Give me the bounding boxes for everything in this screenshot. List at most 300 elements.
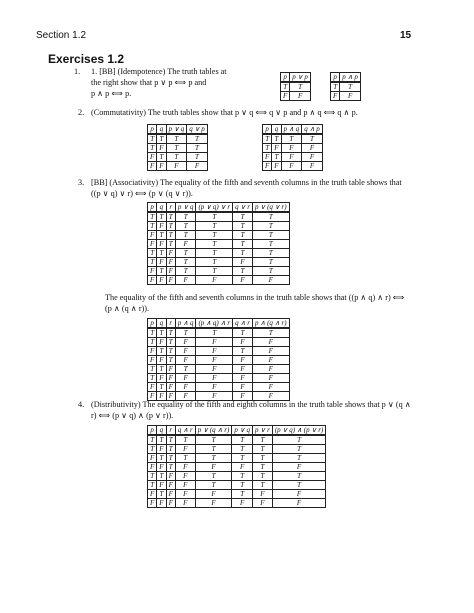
table-cell: F <box>233 365 253 374</box>
table-cell: T <box>166 347 175 356</box>
table-cell: T <box>252 212 289 222</box>
column-header: p <box>148 125 157 135</box>
table-row <box>148 276 290 285</box>
table-cell: F <box>175 347 196 356</box>
truth-table-1a <box>280 72 311 101</box>
table-row <box>148 267 290 276</box>
page-number: 15 <box>400 30 412 41</box>
table-cell: F <box>252 365 289 374</box>
table-cell: F <box>157 162 166 171</box>
table-cell: T <box>252 240 289 249</box>
table-cell: F <box>252 499 272 508</box>
table-cell: T <box>148 365 157 374</box>
table-cell: F <box>148 240 157 249</box>
table-cell: T <box>196 258 233 267</box>
table-cell: F <box>175 383 196 392</box>
table-cell: T <box>252 435 272 445</box>
table-cell: T <box>252 222 289 231</box>
truth-table-4 <box>147 425 326 508</box>
table-cell: T <box>272 445 325 454</box>
column-header: q ∧ r <box>233 319 253 329</box>
column-header: r <box>166 426 175 436</box>
table-cell: T <box>233 328 253 338</box>
table-row <box>148 144 208 153</box>
column-header: q ∨ p <box>187 125 208 135</box>
table-cell: F <box>157 240 166 249</box>
table-cell: T <box>195 472 232 481</box>
table-cell: F <box>175 472 195 481</box>
table-cell: F <box>196 383 233 392</box>
item-3-number: 3. <box>78 178 85 187</box>
table-row <box>148 222 290 231</box>
column-header: (p ∧ q) ∧ r <box>196 319 233 329</box>
table-cell: T <box>166 445 175 454</box>
table-row <box>148 328 290 338</box>
table-cell: F <box>232 499 253 508</box>
table-cell: T <box>157 472 166 481</box>
table-cell: T <box>175 249 196 258</box>
table-cell: T <box>196 222 233 231</box>
table-cell: T <box>148 481 157 490</box>
column-header: q <box>157 319 166 329</box>
table-cell: F <box>233 383 253 392</box>
table-row <box>148 338 290 347</box>
table-cell: T <box>272 481 325 490</box>
table-row <box>148 153 208 162</box>
column-header: p <box>331 73 340 83</box>
column-header: p ∧ q <box>281 125 302 135</box>
item-1-number: 1. <box>74 67 81 76</box>
table-cell: T <box>157 383 166 392</box>
table-row <box>148 162 208 171</box>
table-row <box>148 356 290 365</box>
table-row <box>148 481 326 490</box>
table-cell: F <box>195 463 232 472</box>
item-3-line2: ((p ∨ q) ∨ r) ⟺ (p ∨ (q ∨ r)). <box>91 189 193 198</box>
truth-table-2a <box>147 124 208 171</box>
table-cell: T <box>175 231 196 240</box>
table-row <box>148 134 208 144</box>
column-header: p ∧ p <box>340 73 361 83</box>
truth-table-3b <box>147 318 290 401</box>
table-cell: F <box>281 92 290 101</box>
table-cell: T <box>175 328 196 338</box>
table-row <box>148 383 290 392</box>
table-cell: T <box>233 267 253 276</box>
table-cell: F <box>233 338 253 347</box>
table-cell: F <box>175 276 196 285</box>
column-header: q ∨ r <box>233 203 253 213</box>
table-cell: T <box>148 445 157 454</box>
table-cell: F <box>196 276 233 285</box>
table-cell: F <box>148 463 157 472</box>
table-cell: T <box>232 454 253 463</box>
table-header-row <box>148 203 290 213</box>
table-cell: F <box>195 499 232 508</box>
table-cell: T <box>252 454 272 463</box>
table-cell: F <box>166 383 175 392</box>
table-cell: T <box>157 490 166 499</box>
column-header: q <box>157 203 166 213</box>
table-row <box>148 240 290 249</box>
table-cell: F <box>175 490 195 499</box>
table-cell: F <box>302 144 323 153</box>
table-cell: F <box>175 481 195 490</box>
column-header: r <box>166 203 175 213</box>
table-row <box>148 463 326 472</box>
column-header: p <box>148 203 157 213</box>
table-cell: T <box>166 338 175 347</box>
table-row <box>148 347 290 356</box>
table-cell: T <box>232 490 253 499</box>
table-cell: F <box>272 499 325 508</box>
section-label: Section 1.2 <box>36 30 87 41</box>
table-cell: T <box>148 258 157 267</box>
truth-table-2b <box>262 124 323 171</box>
table-cell: T <box>263 144 272 153</box>
table-cell: F <box>252 356 289 365</box>
table-cell: F <box>252 338 289 347</box>
table-cell: T <box>166 463 175 472</box>
column-header: p <box>281 73 290 83</box>
table-cell: T <box>148 472 157 481</box>
table-row <box>148 258 290 267</box>
table-cell: T <box>196 231 233 240</box>
table-cell: T <box>157 267 166 276</box>
table-cell: F <box>252 383 289 392</box>
column-header: p ∨ r <box>252 426 272 436</box>
table-cell: F <box>187 162 208 171</box>
table-cell: T <box>272 153 281 162</box>
table-cell: T <box>195 454 232 463</box>
table-cell: T <box>148 249 157 258</box>
table-cell: F <box>166 267 175 276</box>
table-row <box>148 454 326 463</box>
table-cell: T <box>166 454 175 463</box>
table-cell: T <box>175 365 196 374</box>
item-2-number: 2. <box>78 108 85 117</box>
item-3-mid-line2: (p ∧ (q ∧ r)). <box>105 304 150 313</box>
table-cell: T <box>166 435 175 445</box>
table-cell: F <box>166 374 175 383</box>
table-cell: F <box>148 276 157 285</box>
table-row <box>148 472 326 481</box>
table-row <box>148 499 326 508</box>
exercises-title: Exercises 1.2 <box>48 52 125 66</box>
table-cell: T <box>195 445 232 454</box>
table-cell: T <box>272 472 325 481</box>
table-cell: F <box>252 276 289 285</box>
table-row <box>331 92 361 101</box>
table-cell: F <box>272 490 325 499</box>
table-header-row <box>148 125 208 135</box>
table-header-row <box>281 73 311 83</box>
table-row <box>263 153 323 162</box>
item-4-number: 4. <box>78 400 85 409</box>
column-header: p ∨ q <box>175 203 196 213</box>
column-header: p <box>148 426 157 436</box>
table-cell: T <box>166 328 175 338</box>
table-cell: F <box>272 162 281 171</box>
table-cell: T <box>187 144 208 153</box>
table-cell: T <box>196 240 233 249</box>
table-cell: F <box>148 392 157 401</box>
table-cell: F <box>166 472 175 481</box>
table-cell: T <box>175 222 196 231</box>
table-cell: F <box>148 490 157 499</box>
table-row <box>281 82 311 92</box>
table-cell: F <box>281 144 302 153</box>
table-cell: F <box>281 162 302 171</box>
table-cell: F <box>232 463 253 472</box>
table-cell: T <box>232 445 253 454</box>
table-header-row <box>331 73 361 83</box>
table-row <box>148 490 326 499</box>
table-cell: F <box>148 347 157 356</box>
truth-table-3a <box>147 202 290 285</box>
table-cell: F <box>252 347 289 356</box>
table-row <box>281 92 311 101</box>
table-cell: F <box>196 347 233 356</box>
table-cell: F <box>233 374 253 383</box>
table-cell: T <box>263 134 272 144</box>
table-cell: F <box>175 445 195 454</box>
item-4-line2: r) ⟺ (p ∨ q) ∧ (p ∨ r)). <box>91 411 174 420</box>
table-cell: T <box>252 463 272 472</box>
table-cell: F <box>263 162 272 171</box>
table-cell: F <box>195 490 232 499</box>
table-cell: T <box>157 454 166 463</box>
table-cell: T <box>196 267 233 276</box>
table-cell: F <box>166 392 175 401</box>
table-cell: T <box>175 454 195 463</box>
table-cell: F <box>148 231 157 240</box>
table-cell: F <box>157 374 166 383</box>
table-cell: F <box>302 162 323 171</box>
table-cell: T <box>233 347 253 356</box>
table-cell: F <box>233 392 253 401</box>
table-cell: T <box>233 240 253 249</box>
column-header: q ∧ r <box>175 426 195 436</box>
table-cell: T <box>252 445 272 454</box>
table-cell: T <box>175 258 196 267</box>
table-cell: T <box>148 134 157 144</box>
table-row <box>148 374 290 383</box>
table-cell: T <box>166 222 175 231</box>
table-cell: T <box>302 134 323 144</box>
table-cell: F <box>166 258 175 267</box>
table-cell: F <box>196 338 233 347</box>
table-row <box>148 445 326 454</box>
table-cell: T <box>148 338 157 347</box>
item-4-line1: (Distributivity) The equality of the fifth and eighth columns in the truth table shows that p ∨ (q ∧ <box>91 400 411 409</box>
table-cell: T <box>252 481 272 490</box>
table-cell: T <box>175 267 196 276</box>
column-header: p ∨ p <box>290 73 311 83</box>
table-cell: T <box>157 365 166 374</box>
table-cell: F <box>196 365 233 374</box>
table-cell: F <box>157 481 166 490</box>
column-header: r <box>166 319 175 329</box>
table-cell: F <box>157 144 166 153</box>
table-header-row <box>263 125 323 135</box>
table-cell: T <box>290 82 311 92</box>
table-row <box>148 212 290 222</box>
table-cell: T <box>196 212 233 222</box>
table-row <box>148 249 290 258</box>
column-header: (p ∨ q) ∧ (p ∨ r) <box>272 426 325 436</box>
table-cell: T <box>157 328 166 338</box>
table-row <box>148 231 290 240</box>
table-cell: T <box>272 454 325 463</box>
table-cell: T <box>252 231 289 240</box>
column-header: p ∨ q <box>232 426 253 436</box>
column-header: q <box>157 125 166 135</box>
table-cell: T <box>252 258 289 267</box>
table-cell: T <box>272 435 325 445</box>
table-cell: F <box>302 153 323 162</box>
table-cell: F <box>148 153 157 162</box>
table-cell: T <box>232 472 253 481</box>
table-cell: T <box>252 328 289 338</box>
item-3-line1: [BB] (Associativity) The equality of the fifth and seventh columns in the truth table shows that <box>91 178 402 187</box>
table-cell: T <box>252 249 289 258</box>
table-cell: T <box>281 134 302 144</box>
table-cell: F <box>263 153 272 162</box>
table-cell: F <box>281 153 302 162</box>
item-1-line2: the right show that p ∨ p ⟺ p and <box>91 78 207 87</box>
table-row <box>263 134 323 144</box>
table-cell: T <box>272 134 281 144</box>
table-cell: T <box>166 356 175 365</box>
item-1-line3: p ∧ p ⟺ p. <box>91 89 132 98</box>
column-header: p <box>148 319 157 329</box>
table-cell: F <box>290 92 311 101</box>
table-cell: T <box>175 435 195 445</box>
table-cell: T <box>196 249 233 258</box>
table-cell: F <box>196 392 233 401</box>
item-2-line1: (Commutativity) The truth tables show that p ∨ q ⟺ q ∨ p and p ∧ q ⟺ q ∧ p. <box>91 108 358 117</box>
table-cell: F <box>166 365 175 374</box>
table-cell: T <box>252 267 289 276</box>
column-header: q ∧ p <box>302 125 323 135</box>
table-cell: T <box>166 212 175 222</box>
table-header-row <box>148 426 326 436</box>
table-cell: T <box>233 212 253 222</box>
table-cell: F <box>157 356 166 365</box>
table-cell: F <box>175 338 196 347</box>
table-cell: F <box>157 222 166 231</box>
table-cell: F <box>148 356 157 365</box>
table-cell: T <box>166 144 187 153</box>
table-cell: F <box>175 463 195 472</box>
table-cell: T <box>281 82 290 92</box>
table-cell: F <box>166 249 175 258</box>
table-cell: T <box>233 222 253 231</box>
table-cell: T <box>157 153 166 162</box>
table-cell: F <box>157 338 166 347</box>
table-cell: F <box>157 463 166 472</box>
column-header: q <box>272 125 281 135</box>
table-cell: T <box>148 222 157 231</box>
table-cell: F <box>166 499 175 508</box>
table-cell: F <box>272 144 281 153</box>
table-cell: T <box>232 435 253 445</box>
table-cell: F <box>157 276 166 285</box>
table-header-row <box>148 319 290 329</box>
column-header: p <box>263 125 272 135</box>
table-cell: T <box>331 82 340 92</box>
item-1-line1: 1. [BB] (Idempotence) The truth tables at <box>91 67 227 76</box>
table-cell: T <box>148 435 157 445</box>
table-cell: F <box>148 267 157 276</box>
table-cell: F <box>233 258 253 267</box>
table-cell: T <box>166 153 187 162</box>
table-cell: F <box>196 356 233 365</box>
table-cell: F <box>252 392 289 401</box>
table-cell: F <box>340 92 361 101</box>
table-cell: F <box>157 499 166 508</box>
table-cell: F <box>166 162 187 171</box>
table-cell: F <box>175 356 196 365</box>
table-cell: T <box>157 435 166 445</box>
column-header: p ∧ (q ∧ r) <box>252 319 289 329</box>
table-row <box>148 365 290 374</box>
table-cell: T <box>195 481 232 490</box>
table-row <box>263 162 323 171</box>
table-cell: T <box>148 374 157 383</box>
table-cell: F <box>166 481 175 490</box>
table-cell: T <box>196 328 233 338</box>
table-cell: F <box>272 463 325 472</box>
table-cell: T <box>233 249 253 258</box>
table-cell: T <box>232 481 253 490</box>
table-cell: F <box>175 374 196 383</box>
table-cell: F <box>166 490 175 499</box>
table-cell: F <box>148 454 157 463</box>
table-cell: T <box>166 134 187 144</box>
item-3-mid-line1: The equality of the fifth and seventh columns in the truth table shows that ((p ∧ q) ∧ r) ⟺ <box>105 293 405 302</box>
table-cell: F <box>252 374 289 383</box>
column-header: p ∨ (q ∧ r) <box>195 426 232 436</box>
table-cell: T <box>157 134 166 144</box>
table-cell: T <box>233 231 253 240</box>
table-cell: F <box>196 374 233 383</box>
table-cell: T <box>148 328 157 338</box>
table-cell: T <box>166 240 175 249</box>
table-cell: F <box>157 258 166 267</box>
table-cell: T <box>252 472 272 481</box>
table-cell: F <box>233 356 253 365</box>
table-cell: F <box>148 383 157 392</box>
column-header: p ∨ (q ∨ r) <box>252 203 289 213</box>
table-cell: T <box>195 435 232 445</box>
table-cell: T <box>340 82 361 92</box>
table-cell: F <box>157 445 166 454</box>
table-cell: F <box>175 392 196 401</box>
table-cell: F <box>148 162 157 171</box>
table-cell: T <box>187 134 208 144</box>
table-cell: F <box>157 392 166 401</box>
table-cell: T <box>175 212 196 222</box>
table-cell: F <box>175 499 195 508</box>
table-cell: F <box>166 276 175 285</box>
table-cell: T <box>148 144 157 153</box>
truth-table-1b <box>330 72 361 101</box>
table-cell: T <box>157 212 166 222</box>
table-cell: F <box>331 92 340 101</box>
table-row <box>331 82 361 92</box>
